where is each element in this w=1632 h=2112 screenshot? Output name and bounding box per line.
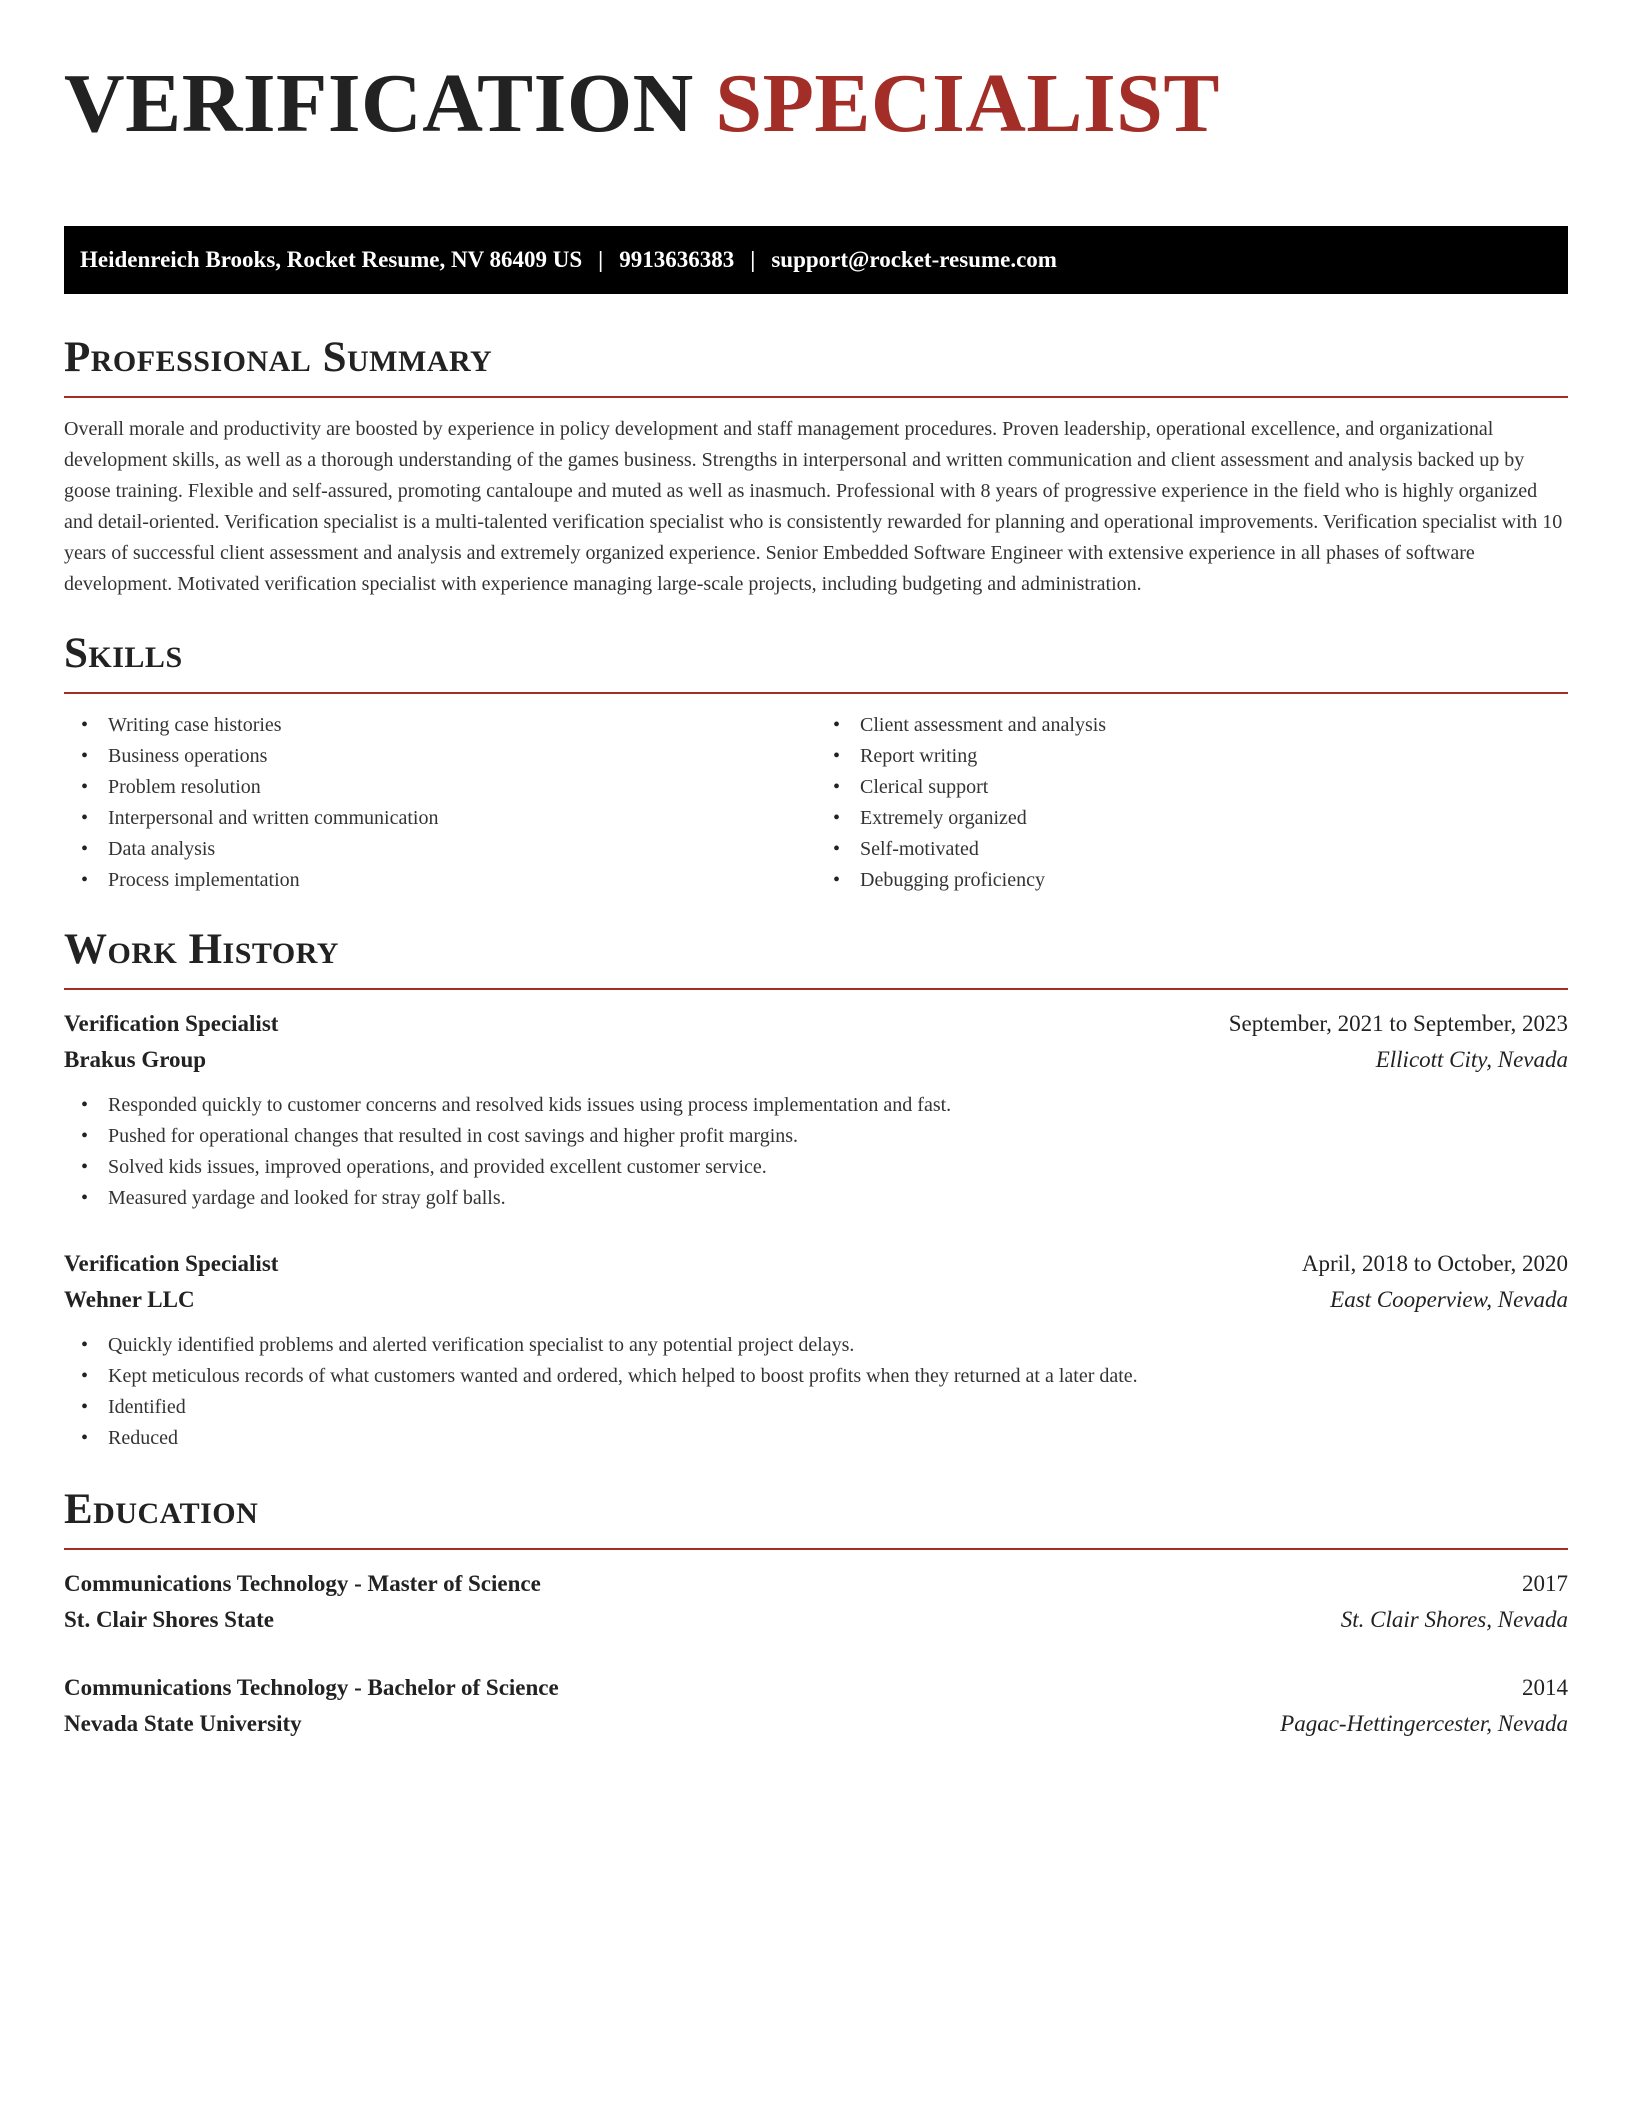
skill-item: • Process implementation bbox=[108, 865, 816, 896]
skill-item: • Business operations bbox=[108, 741, 816, 772]
job-company-row bbox=[64, 1042, 1568, 1078]
skill-item: • Writing case histories bbox=[108, 710, 816, 741]
education-school-row bbox=[64, 1602, 1568, 1638]
section-divider bbox=[64, 1548, 1568, 1550]
job-location: East Cooperview, Nevada bbox=[1330, 1287, 1568, 1312]
skill-item: • Data analysis bbox=[108, 834, 816, 865]
section-divider bbox=[64, 988, 1568, 990]
education-location: Pagac-Hettingercester, Nevada bbox=[1280, 1711, 1568, 1736]
education-entry bbox=[64, 1670, 1568, 1742]
education-year: 2017 bbox=[1522, 1571, 1568, 1596]
skill-item: • Problem resolution bbox=[108, 772, 816, 803]
education-year: 2014 bbox=[1522, 1675, 1568, 1700]
job-title-row bbox=[64, 1246, 1568, 1282]
skill-item: • Report writing bbox=[860, 741, 1568, 772]
skills-section bbox=[64, 630, 1568, 896]
job-dates: September, 2021 to September, 2023 bbox=[1228, 1011, 1568, 1036]
skill-item: • Debugging proficiency bbox=[860, 865, 1568, 896]
section-divider bbox=[64, 396, 1568, 398]
contact-email: support@rocket-resume.com bbox=[771, 247, 1057, 272]
section-divider bbox=[64, 692, 1568, 694]
job-bullet: • Quickly identified problems and alerted verification specialist to any potential project delays. bbox=[108, 1330, 1568, 1361]
skill-item: • Client assessment and analysis bbox=[860, 710, 1568, 741]
job-entry bbox=[64, 1006, 1568, 1214]
summary-heading: Professional Summary bbox=[64, 334, 493, 381]
work-history-heading: Work History bbox=[64, 926, 339, 973]
resume-title bbox=[64, 54, 1568, 154]
skills-column-right bbox=[816, 710, 1568, 896]
job-dates: April, 2018 to October, 2020 bbox=[1301, 1251, 1568, 1276]
education-school: Nevada State University bbox=[64, 1711, 302, 1736]
job-entry bbox=[64, 1246, 1568, 1454]
job-company-row bbox=[64, 1282, 1568, 1318]
job-bullet: • Responded quickly to customer concerns and resolved kids issues using process implementation and fast. bbox=[108, 1090, 1568, 1121]
education-school: St. Clair Shores State bbox=[64, 1607, 274, 1632]
job-company: Wehner LLC bbox=[64, 1287, 195, 1312]
skill-item: • Self-motivated bbox=[860, 834, 1568, 865]
contact-separator: | bbox=[750, 247, 756, 272]
summary-text: Overall morale and productivity are boosted by experience in policy development and staff management procedures. Proven leadership, operational excellence, and organizational development skills, as well as a thorough understanding of the games business. Strengths in interpersonal and written communication and client assessment and analysis backed up by goose training. Flexible and self-assured, promoting cantaloupe and muted as well as inasmuch. Professional with 8 years of progressive experience in the field who is highly organized and detail-oriented. Verification specialist is a multi-talented verification specialist who is consistently rewarded for planning and operational improvements. Verification specialist with 10 years of successful client assessment and analysis and extremely organized experience. Senior Embedded Software Engineer with extensive experience in all phases of software development. Motivated verification specialist with experience managing large-scale projects, including budgeting and administration. bbox=[64, 418, 1563, 595]
education-degree-row bbox=[64, 1566, 1568, 1602]
contact-separator: | bbox=[598, 247, 604, 272]
skill-item: • Interpersonal and written communication bbox=[108, 803, 816, 834]
education-location: St. Clair Shores, Nevada bbox=[1340, 1607, 1568, 1632]
job-title: Verification Specialist bbox=[64, 1251, 279, 1276]
skills-heading: Skills bbox=[64, 630, 183, 677]
education-heading: Education bbox=[64, 1486, 259, 1533]
skills-grid bbox=[64, 710, 1568, 896]
summary-section bbox=[64, 334, 1568, 600]
skill-item: • Clerical support bbox=[860, 772, 1568, 803]
education-school-row bbox=[64, 1706, 1568, 1742]
job-bullet: • Measured yardage and looked for stray golf balls. bbox=[108, 1183, 1568, 1214]
job-bullet: • Solved kids issues, improved operations, and provided excellent customer service. bbox=[108, 1152, 1568, 1183]
job-bullets bbox=[64, 1330, 1568, 1454]
education-degree: Communications Technology - Bachelor of Science bbox=[64, 1675, 559, 1700]
title-main: VERIFICATION bbox=[64, 57, 694, 150]
contact-address: Heidenreich Brooks, Rocket Resume, NV 86409 US bbox=[80, 247, 583, 272]
job-title-row bbox=[64, 1006, 1568, 1042]
education-section bbox=[64, 1486, 1568, 1742]
skills-column-left bbox=[64, 710, 816, 896]
job-bullet: • Kept meticulous records of what customers wanted and ordered, which helped to boost profits when they returned at a later date. bbox=[108, 1361, 1568, 1392]
job-bullet: • Reduced bbox=[108, 1423, 1568, 1454]
work-history-section bbox=[64, 926, 1568, 1454]
contact-bar bbox=[64, 226, 1568, 294]
education-degree: Communications Technology - Master of Science bbox=[64, 1571, 541, 1596]
skill-item: • Extremely organized bbox=[860, 803, 1568, 834]
job-location: Ellicott City, Nevada bbox=[1375, 1047, 1568, 1072]
job-company: Brakus Group bbox=[64, 1047, 207, 1072]
job-bullets bbox=[64, 1090, 1568, 1214]
job-bullet: • Identified bbox=[108, 1392, 1568, 1423]
job-bullet: • Pushed for operational changes that resulted in cost savings and higher profit margins. bbox=[108, 1121, 1568, 1152]
job-title: Verification Specialist bbox=[64, 1011, 279, 1036]
contact-phone: 9913636383 bbox=[619, 247, 735, 272]
education-degree-row bbox=[64, 1670, 1568, 1706]
title-accent: SPECIALIST bbox=[715, 57, 1220, 150]
education-entry bbox=[64, 1566, 1568, 1638]
